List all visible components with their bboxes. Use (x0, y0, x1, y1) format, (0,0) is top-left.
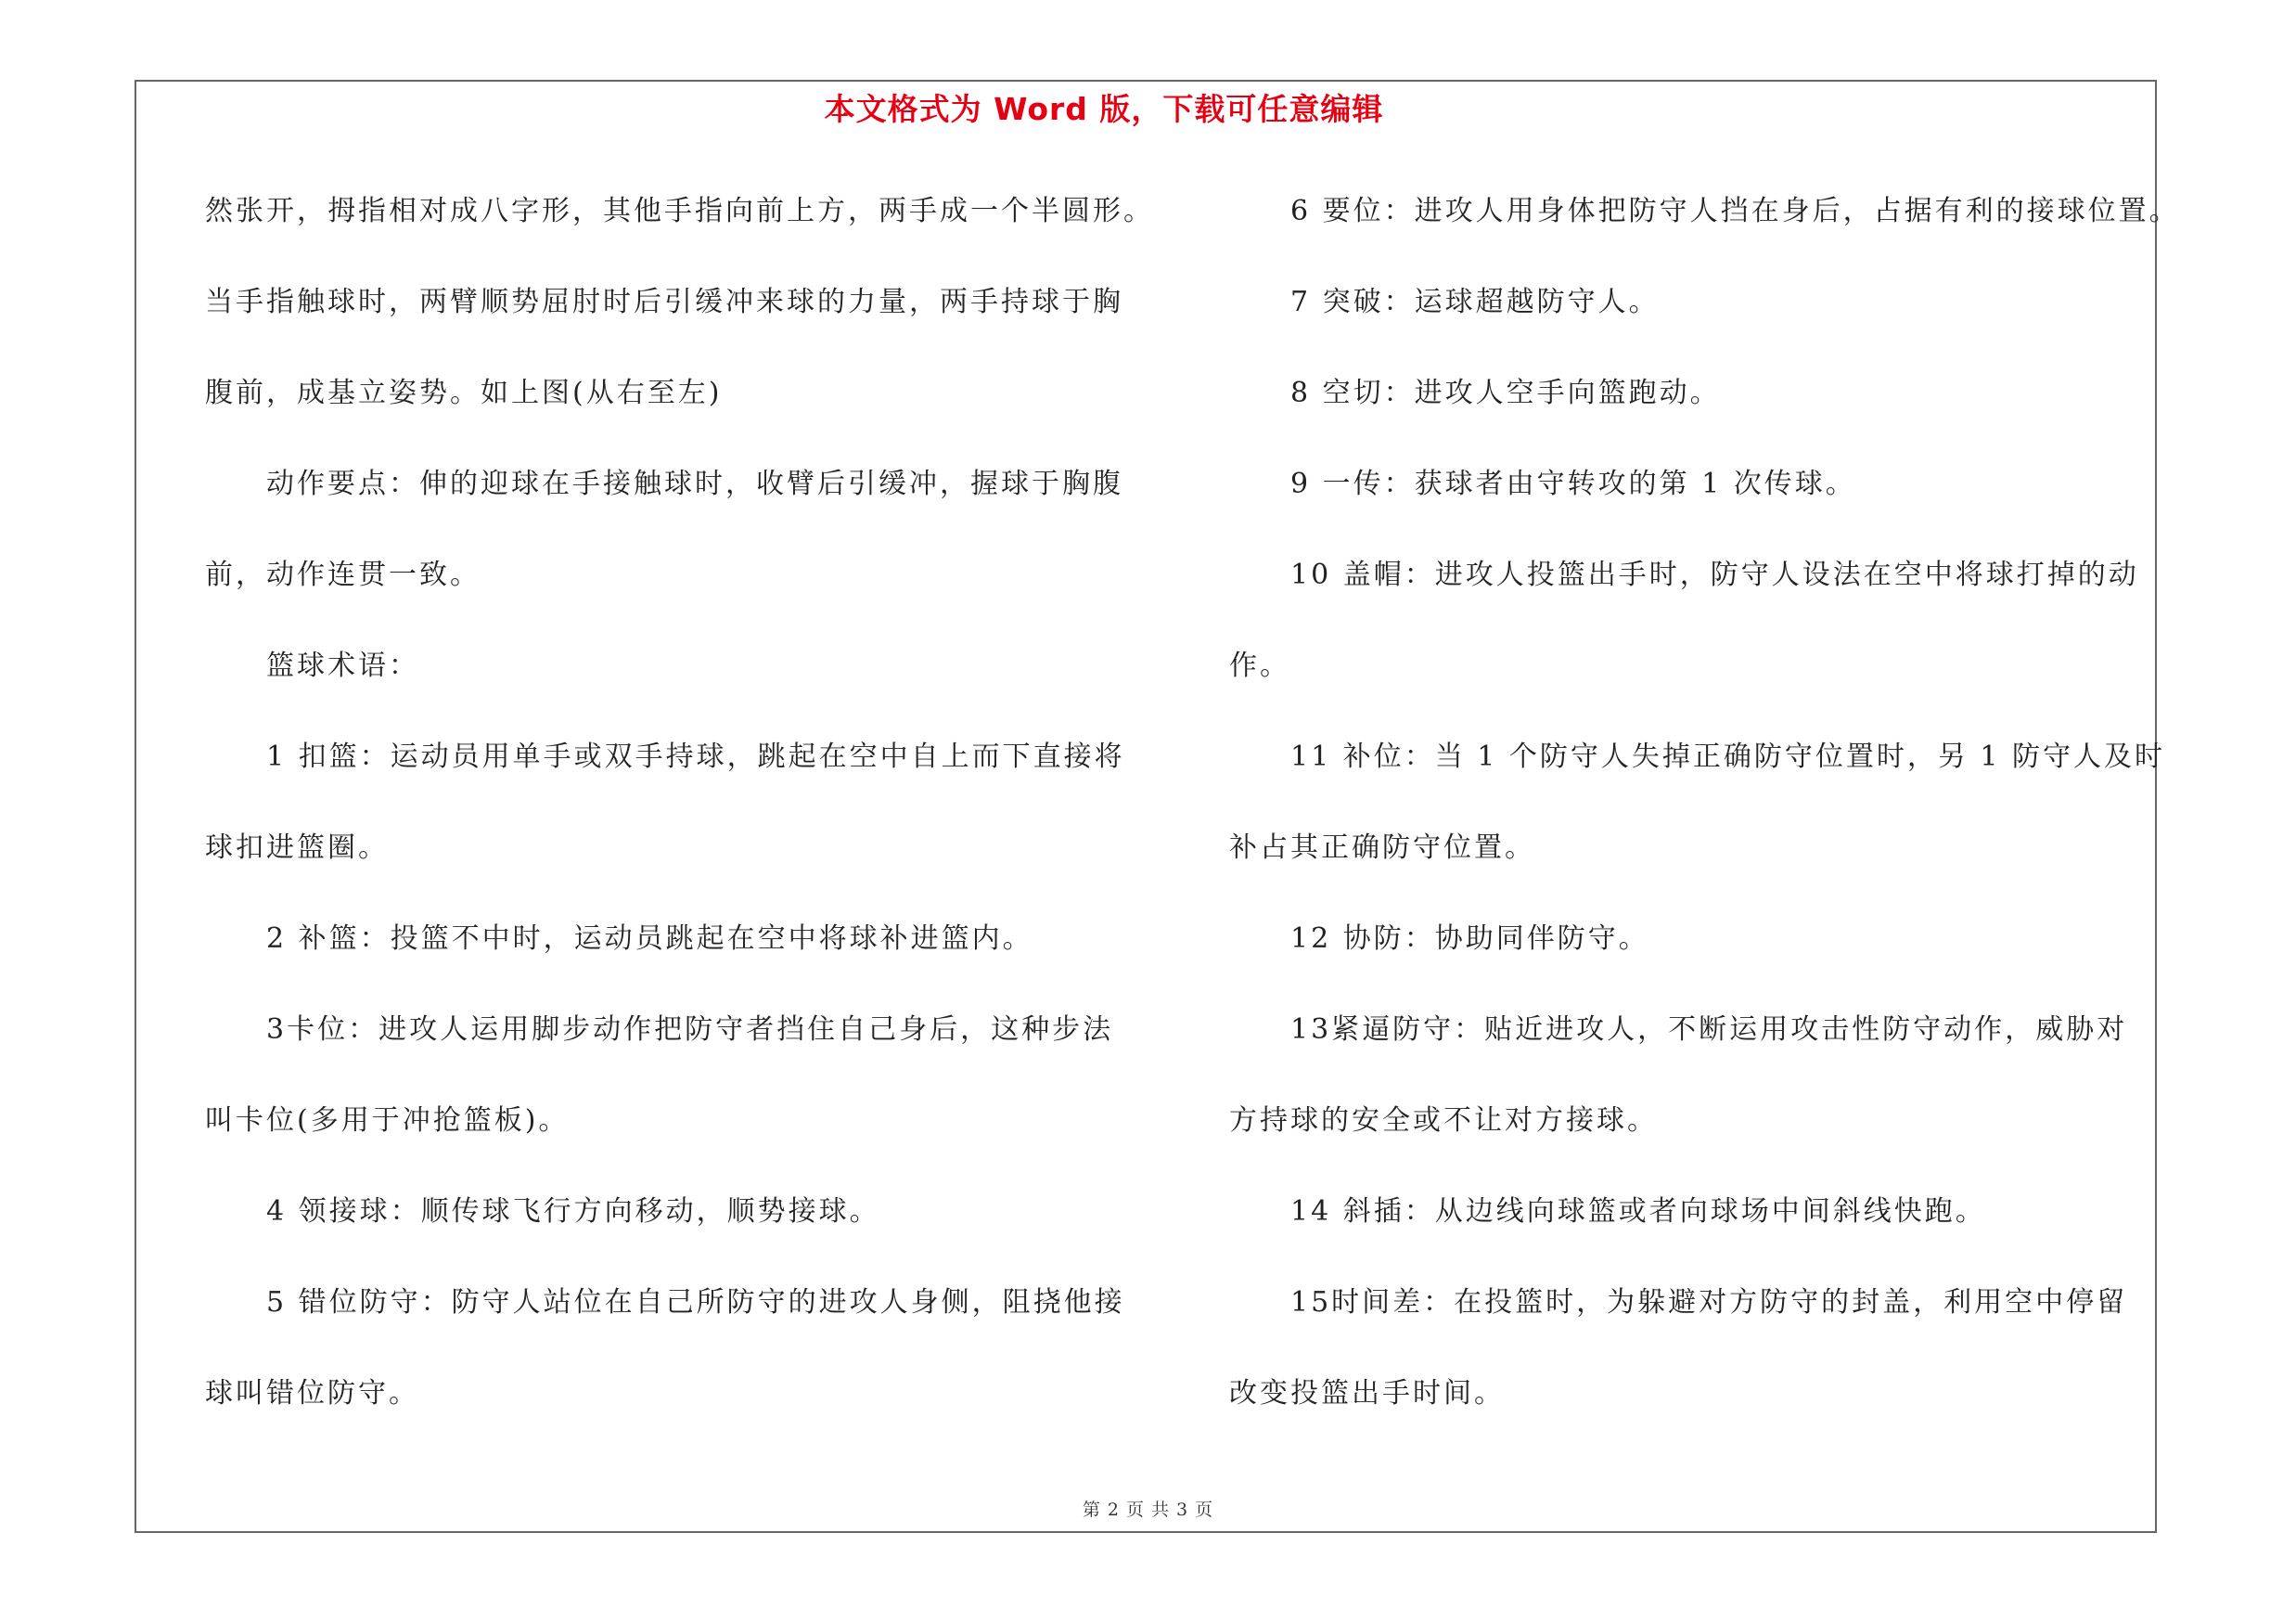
text-line: 球叫错位防守。 (205, 1377, 419, 1410)
text-line: 当手指触球时，两臂顺势屈肘时后引缓冲来球的力量，两手持球于胸 (205, 286, 1123, 318)
left-column (205, 184, 1154, 1457)
text-line: 动作要点：伸的迎球在手接触球时，收臂后引缓冲，握球于胸腹 (205, 468, 1123, 500)
text-line: 3卡位：进攻人运用脚步动作把防守者挡住自己身后，这种步法 (205, 1013, 1114, 1046)
text-line: 11 补位：当 1 个防守人失掉正确防守位置时，另 1 防守人及时 (1229, 741, 2166, 773)
text-line: 2 补篮：投篮不中时，运动员跳起在空中将球补进篮内。 (205, 922, 1033, 955)
text-line: 改变投篮出手时间。 (1229, 1377, 1505, 1410)
text-line: 15时间差：在投篮时，为躲避对方防守的封盖，利用空中停留 (1229, 1286, 2128, 1319)
page-number: 第 2 页 共 3 页 (1082, 1500, 1214, 1520)
text-line: 13紧逼防守：贴近进攻人，不断运用攻击性防守动作，威胁对 (1229, 1013, 2128, 1046)
text-line: 10 盖帽：进攻人投篮出手时，防守人设法在空中将球打掉的动 (1229, 559, 2139, 591)
text-line: 4 领接球：顺传球飞行方向移动，顺势接球。 (205, 1195, 880, 1228)
text-line: 前，动作连贯一致。 (205, 559, 481, 591)
text-line: 6 要位：进攻人用身体把防守人挡在身后，占据有利的接球位置。 (1229, 195, 2180, 227)
section-heading: 篮球术语： (205, 650, 419, 682)
text-line: 方持球的安全或不让对方接球。 (1229, 1104, 1658, 1137)
text-line: 补占其正确防守位置。 (1229, 831, 1535, 864)
text-line: 1 扣篮：运动员用单手或双手持球，跳起在空中自上而下直接将 (205, 741, 1125, 773)
format-banner: 本文格式为 Word 版，下载可任意编辑 (824, 91, 1384, 127)
text-line: 腹前，成基立姿势。如上图(从右至左) (205, 377, 723, 409)
text-line: 12 协防：协助同伴防守。 (1229, 922, 1649, 955)
text-line: 球扣进篮圈。 (205, 831, 389, 864)
text-line: 7 突破：运球超越防守人。 (1229, 286, 1660, 318)
text-line: 14 斜插：从边线向球篮或者向球场中间斜线快跑。 (1229, 1195, 1986, 1228)
text-line: 5 错位防守：防守人站位在自己所防守的进攻人身侧，阻挠他接 (205, 1286, 1125, 1319)
right-column (1229, 184, 2180, 1457)
text-line: 8 空切：进攻人空手向篮跑动。 (1229, 377, 1721, 409)
text-line: 然张开，拇指相对成八字形，其他手指向前上方，两手成一个半圆形。 (205, 195, 1154, 227)
text-line: 作。 (1229, 650, 1290, 682)
text-line: 9 一传：获球者由守转攻的第 1 次传球。 (1229, 468, 1856, 500)
text-line: 叫卡位(多用于冲抢篮板)。 (205, 1104, 570, 1137)
